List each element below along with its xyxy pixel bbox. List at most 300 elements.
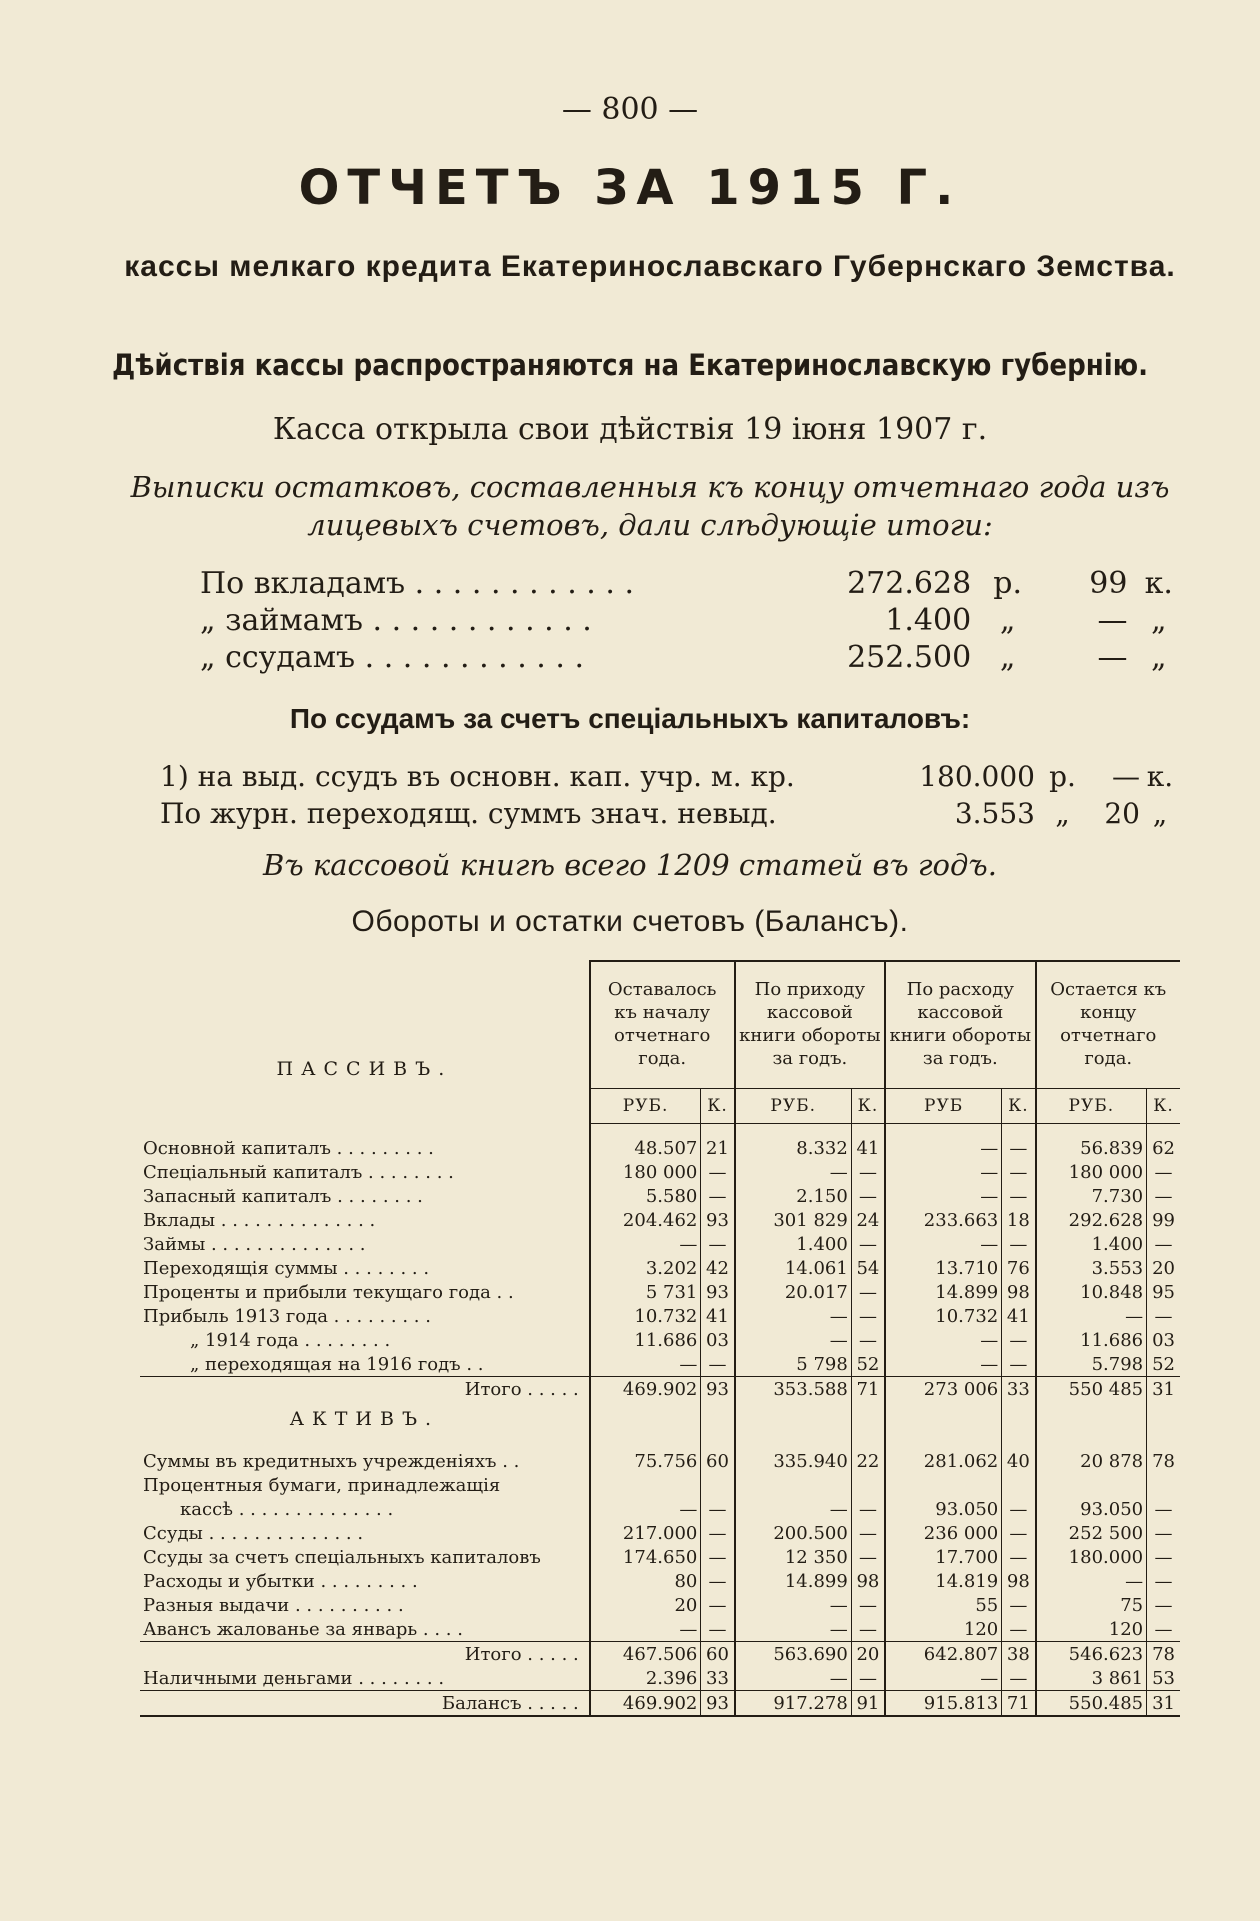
- rub-cell: 120: [1036, 1617, 1147, 1642]
- report-subtitle: кассы мелкаго кредита Екатеринославскаго Губернскаго Земства.: [124, 250, 1176, 283]
- balance-heading: Обороты и остатки счетовъ (Балансъ).: [351, 905, 909, 938]
- kop-cell: —: [1002, 1184, 1036, 1208]
- rub-cell: 11.686: [1036, 1328, 1147, 1352]
- kop-cell: 98: [851, 1569, 885, 1593]
- kop-cell: 78: [1147, 1642, 1180, 1667]
- spacer-cell: [140, 1124, 590, 1137]
- kop-cell: —: [851, 1497, 885, 1521]
- kop-cell: 41: [1002, 1304, 1036, 1328]
- spacer-cell: [851, 1401, 885, 1437]
- passive-row: [140, 1328, 1180, 1352]
- rub-cell: 252 500: [1036, 1521, 1147, 1545]
- kop-cell: —: [851, 1280, 885, 1304]
- rub-cell: [885, 1473, 1002, 1497]
- kop-cell: —: [851, 1232, 885, 1256]
- spacer-cell: [1147, 1437, 1180, 1449]
- rub-cell: 281.062: [885, 1449, 1002, 1473]
- summary-kop: 99: [1089, 566, 1128, 601]
- rub-cell: 563.690: [735, 1642, 852, 1667]
- kop-cell: [1147, 1473, 1180, 1497]
- kop-cell: —: [851, 1328, 885, 1352]
- kop-cell: 93: [701, 1377, 735, 1402]
- kop-cell: —: [1147, 1232, 1180, 1256]
- row-label: Суммы въ кредитныхъ учрежденіяхъ . .: [143, 1450, 520, 1472]
- spacer-cell: [590, 1401, 701, 1437]
- summary-value: 272.628: [847, 566, 972, 601]
- kop-cell: —: [1147, 1160, 1180, 1184]
- kop-cell: 20: [851, 1642, 885, 1667]
- kop-cell: —: [1147, 1593, 1180, 1617]
- spacer-cell: [1036, 1401, 1147, 1437]
- active-row: [140, 1545, 1180, 1569]
- spacer-cell: [735, 1401, 852, 1437]
- rub-cell: 301 829: [735, 1208, 852, 1232]
- rub-cell: 20.017: [735, 1280, 852, 1304]
- rub-cell: 915.813: [885, 1691, 1002, 1717]
- rub-cell: 12 350: [735, 1545, 852, 1569]
- summary-unit-rub: р.: [993, 566, 1022, 601]
- kop-cell: [1002, 1473, 1036, 1497]
- rub-cell: 236 000: [885, 1521, 1002, 1545]
- rub-cell: [1036, 1473, 1147, 1497]
- passive-row: [140, 1304, 1180, 1328]
- rub-cell: 75.756: [590, 1449, 701, 1473]
- kop-cell: 78: [1147, 1449, 1180, 1473]
- row-label: кассѣ . . . . . . . . . . . . . .: [180, 1498, 394, 1520]
- rub-cell: 335.940: [735, 1449, 852, 1473]
- rub-cell: 55: [885, 1593, 1002, 1617]
- active-row: [140, 1497, 1180, 1521]
- rub-cell: 217.000: [590, 1521, 701, 1545]
- kop-cell: —: [1002, 1545, 1036, 1569]
- rub-cell: —: [735, 1617, 852, 1642]
- rub-cell: 3 861: [1036, 1666, 1147, 1691]
- row-label: Ссуды . . . . . . . . . . . . . .: [143, 1522, 364, 1544]
- rub-cell: 5.798: [1036, 1352, 1147, 1377]
- kop-cell: —: [1147, 1184, 1180, 1208]
- rub-cell: 180.000: [1036, 1545, 1147, 1569]
- rub-cell: —: [1036, 1569, 1147, 1593]
- cash-row: [140, 1666, 1180, 1691]
- kop-cell: —: [1002, 1232, 1036, 1256]
- rub-cell: 180 000: [590, 1160, 701, 1184]
- row-label: Наличными деньгами . . . . . . . .: [143, 1667, 445, 1689]
- spacer-cell: [735, 1437, 852, 1449]
- rub-cell: [590, 1473, 701, 1497]
- kop-cell: —: [851, 1184, 885, 1208]
- kop-cell: 42: [701, 1256, 735, 1280]
- spacer-cell: [735, 1124, 852, 1137]
- unit-rub: РУБ.: [735, 1089, 852, 1124]
- kop-cell: —: [1002, 1328, 1036, 1352]
- kop-cell: —: [1002, 1521, 1036, 1545]
- row-label: Вклады . . . . . . . . . . . . . .: [143, 1209, 376, 1231]
- spacer-cell: [1036, 1124, 1147, 1137]
- kop-cell: —: [701, 1545, 735, 1569]
- passive-title: ПАССИВЪ.: [276, 1057, 453, 1080]
- rub-cell: 353.588: [735, 1377, 852, 1402]
- rub-cell: 13.710: [885, 1256, 1002, 1280]
- kop-cell: —: [701, 1593, 735, 1617]
- kop-cell: —: [701, 1521, 735, 1545]
- kop-cell: 33: [701, 1666, 735, 1691]
- kop-cell: 41: [701, 1304, 735, 1328]
- kop-cell: —: [851, 1617, 885, 1642]
- rub-cell: 10.732: [590, 1304, 701, 1328]
- kop-cell: —: [701, 1184, 735, 1208]
- spacer-cell: [140, 1437, 590, 1449]
- spacer-cell: [1147, 1124, 1180, 1137]
- kop-cell: 91: [851, 1691, 885, 1717]
- unit-rub: РУБ: [885, 1089, 1002, 1124]
- balance-table: [140, 960, 1180, 1717]
- summary-unit-rub: „: [999, 640, 1016, 675]
- report-title: ОТЧЕТЪ ЗА 1915 Г.: [298, 160, 962, 216]
- special-capitals-heading: По ссудамъ за счетъ спеціальныхъ капиталовъ:: [289, 703, 971, 734]
- special-value: 3.553: [954, 797, 1035, 830]
- rub-cell: 75: [1036, 1593, 1147, 1617]
- rub-cell: —: [1036, 1304, 1147, 1328]
- row-label: Итого . . . . .: [140, 1642, 590, 1667]
- rub-cell: 5 798: [735, 1352, 852, 1377]
- summary-unit-rub: „: [999, 603, 1016, 638]
- kop-cell: 03: [701, 1328, 735, 1352]
- special-unit-kop: „: [1152, 797, 1168, 830]
- rub-cell: 469.902: [590, 1377, 701, 1402]
- rub-cell: 20 878: [1036, 1449, 1147, 1473]
- active-total-row: [140, 1642, 1180, 1667]
- rub-cell: 546.623: [1036, 1642, 1147, 1667]
- passive-row: [140, 1352, 1180, 1377]
- rub-cell: 17.700: [885, 1545, 1002, 1569]
- rub-cell: 2.150: [735, 1184, 852, 1208]
- passive-row: [140, 1232, 1180, 1256]
- kop-cell: —: [701, 1497, 735, 1521]
- special-capital-line: [160, 760, 1180, 793]
- kop-cell: 76: [1002, 1256, 1036, 1280]
- rub-cell: 233.663: [885, 1208, 1002, 1232]
- rub-cell: 467.506: [590, 1642, 701, 1667]
- row-label: Основной капиталъ . . . . . . . . .: [143, 1137, 434, 1159]
- spacer-cell: [1002, 1437, 1036, 1449]
- rub-cell: 917.278: [735, 1691, 852, 1717]
- kop-cell: 71: [851, 1377, 885, 1402]
- column-header: По расходу кассовой книги обороты за годъ.: [885, 961, 1035, 1089]
- rub-cell: —: [735, 1593, 852, 1617]
- kop-cell: 93: [701, 1280, 735, 1304]
- passive-row: [140, 1256, 1180, 1280]
- summary-unit-kop: к.: [1144, 566, 1173, 601]
- spacer-row: [140, 1124, 1180, 1137]
- cash-book-line: Въ кассовой книгѣ всего 1209 статей въ годъ.: [263, 848, 997, 882]
- passive-row: [140, 1160, 1180, 1184]
- kop-cell: —: [1002, 1136, 1036, 1160]
- kop-cell: 60: [701, 1449, 735, 1473]
- kop-cell: 62: [1147, 1136, 1180, 1160]
- kop-cell: [851, 1473, 885, 1497]
- special-value: 180.000: [919, 760, 1035, 793]
- unit-rub: РУБ.: [1036, 1089, 1147, 1124]
- passive-row: [140, 1280, 1180, 1304]
- kop-cell: 93: [701, 1691, 735, 1717]
- rub-cell: 5.580: [590, 1184, 701, 1208]
- rub-cell: 80: [590, 1569, 701, 1593]
- kop-cell: 22: [851, 1449, 885, 1473]
- spacer-cell: [1036, 1437, 1147, 1449]
- rub-cell: 273 006: [885, 1377, 1002, 1402]
- summary-row: [200, 639, 1190, 676]
- rub-cell: —: [885, 1666, 1002, 1691]
- rub-cell: 469.902: [590, 1691, 701, 1717]
- kop-cell: 71: [1002, 1691, 1036, 1717]
- summary-table: [200, 565, 1190, 676]
- kop-cell: 99: [1147, 1208, 1180, 1232]
- active-title: АКТИВЪ.: [289, 1408, 440, 1430]
- unit-kop: К.: [701, 1089, 735, 1124]
- rub-cell: —: [735, 1160, 852, 1184]
- balance-header-row: [140, 961, 1180, 1089]
- row-label: „ 1914 года . . . . . . . .: [190, 1329, 391, 1351]
- kop-cell: 21: [701, 1136, 735, 1160]
- active-row: [140, 1617, 1180, 1642]
- row-label: Итого . . . . .: [140, 1377, 590, 1402]
- rub-cell: 120: [885, 1617, 1002, 1642]
- kop-cell: 52: [851, 1352, 885, 1377]
- kop-cell: —: [701, 1232, 735, 1256]
- rub-cell: 14.061: [735, 1256, 852, 1280]
- spacer-cell: [851, 1124, 885, 1137]
- kop-cell: —: [701, 1160, 735, 1184]
- kop-cell: —: [1002, 1160, 1036, 1184]
- rub-cell: 204.462: [590, 1208, 701, 1232]
- kop-cell: —: [701, 1352, 735, 1377]
- kop-cell: —: [1147, 1304, 1180, 1328]
- summary-kop: —: [1097, 603, 1128, 638]
- kop-cell: [701, 1473, 735, 1497]
- rub-cell: —: [735, 1328, 852, 1352]
- rub-cell: [735, 1473, 852, 1497]
- rub-cell: 550 485: [1036, 1377, 1147, 1402]
- kop-cell: —: [851, 1545, 885, 1569]
- special-unit-kop: к.: [1146, 760, 1174, 793]
- column-header: По приходу кассовой книги обороты за годъ.: [735, 961, 885, 1089]
- rub-cell: —: [885, 1136, 1002, 1160]
- row-label: Переходящія суммы . . . . . . . .: [143, 1257, 430, 1279]
- page-number: — 800 —: [561, 92, 699, 127]
- rub-cell: 5 731: [590, 1280, 701, 1304]
- rub-cell: 56.839: [1036, 1136, 1147, 1160]
- kop-cell: 60: [701, 1642, 735, 1667]
- kop-cell: —: [851, 1521, 885, 1545]
- rub-cell: 174.650: [590, 1545, 701, 1569]
- spacer-cell: [1002, 1401, 1036, 1437]
- rub-cell: 1.400: [735, 1232, 852, 1256]
- special-label: 1) на выд. ссудъ въ основн. кап. учр. м. кр.: [160, 760, 795, 793]
- rub-cell: 93.050: [885, 1497, 1002, 1521]
- opened-line: Касса открыла свои дѣйствія 19 іюня 1907 г.: [272, 412, 988, 447]
- summary-label: „ займамъ . . . . . . . . . . . .: [200, 603, 592, 638]
- kop-cell: —: [1147, 1521, 1180, 1545]
- spacer-cell: [885, 1401, 1002, 1437]
- summary-unit-kop: „: [1150, 640, 1167, 675]
- row-label: Процентныя бумаги, принадлежащія: [143, 1474, 501, 1496]
- kop-cell: 41: [851, 1136, 885, 1160]
- spacer-row: [140, 1437, 1180, 1449]
- spacer-cell: [701, 1437, 735, 1449]
- active-row: [140, 1569, 1180, 1593]
- rub-cell: —: [885, 1328, 1002, 1352]
- kop-cell: —: [1002, 1497, 1036, 1521]
- kop-cell: 31: [1147, 1377, 1180, 1402]
- kop-cell: 31: [1147, 1691, 1180, 1717]
- row-label: Проценты и прибыли текущаго года . .: [143, 1281, 514, 1303]
- row-label: Спеціальный капиталъ . . . . . . . .: [143, 1161, 454, 1183]
- kop-cell: —: [851, 1160, 885, 1184]
- rub-cell: —: [885, 1184, 1002, 1208]
- row-label: Балансъ . . . . .: [140, 1691, 590, 1717]
- summary-label: „ ссудамъ . . . . . . . . . . . .: [200, 640, 584, 675]
- row-label: Займы . . . . . . . . . . . . . .: [143, 1233, 366, 1255]
- summary-row: [200, 565, 1190, 602]
- spacer-cell: [590, 1437, 701, 1449]
- special-capital-line: [160, 797, 1180, 830]
- rub-cell: —: [885, 1352, 1002, 1377]
- rub-cell: 3.202: [590, 1256, 701, 1280]
- rub-cell: 14.819: [885, 1569, 1002, 1593]
- spacer-cell: [701, 1401, 735, 1437]
- row-label: Ссуды за счетъ спеціальныхъ капиталовъ: [143, 1546, 541, 1568]
- scope-line: Дѣйствія кассы распространяются на Екатеринославскую губернію.: [111, 348, 1149, 382]
- kop-cell: —: [1147, 1617, 1180, 1642]
- kop-cell: —: [1147, 1545, 1180, 1569]
- rub-cell: 180 000: [1036, 1160, 1147, 1184]
- summary-label: По вкладамъ . . . . . . . . . . . .: [200, 566, 634, 601]
- special-unit-rub: р.: [1049, 760, 1076, 793]
- special-label: По журн. переходящ. суммъ знач. невыд.: [160, 797, 777, 830]
- rub-cell: 14.899: [885, 1280, 1002, 1304]
- column-header: Оставалось къ началу отчетнаго года.: [590, 961, 735, 1089]
- rub-cell: 1.400: [1036, 1232, 1147, 1256]
- kop-cell: —: [851, 1304, 885, 1328]
- row-label: Запасный капиталъ . . . . . . . .: [143, 1185, 423, 1207]
- kop-cell: 03: [1147, 1328, 1180, 1352]
- rub-cell: —: [735, 1666, 852, 1691]
- spacer-cell: [885, 1124, 1002, 1137]
- summary-row: [200, 602, 1190, 639]
- rub-cell: 292.628: [1036, 1208, 1147, 1232]
- kop-cell: —: [851, 1666, 885, 1691]
- passive-row: [140, 1184, 1180, 1208]
- kop-cell: 24: [851, 1208, 885, 1232]
- rub-cell: —: [735, 1497, 852, 1521]
- rub-cell: —: [590, 1352, 701, 1377]
- unit-rub: РУБ.: [590, 1089, 701, 1124]
- kop-cell: 95: [1147, 1280, 1180, 1304]
- rub-cell: 200.500: [735, 1521, 852, 1545]
- rub-cell: —: [735, 1304, 852, 1328]
- summary-value: 1.400: [885, 603, 972, 638]
- kop-cell: 20: [1147, 1256, 1180, 1280]
- active-row: [140, 1521, 1180, 1545]
- row-label: Прибыль 1913 года . . . . . . . . .: [143, 1305, 431, 1327]
- row-label: „ переходящая на 1916 годъ . .: [190, 1353, 484, 1375]
- passive-total-row: [140, 1377, 1180, 1402]
- kop-cell: 38: [1002, 1642, 1036, 1667]
- active-title-row: [140, 1401, 1180, 1437]
- summary-unit-kop: „: [1150, 603, 1167, 638]
- column-header: Остается къ концу отчетнаго года.: [1036, 961, 1180, 1089]
- kop-cell: —: [851, 1593, 885, 1617]
- balance-row: [140, 1691, 1180, 1717]
- spacer-cell: [590, 1124, 701, 1137]
- active-row: [140, 1593, 1180, 1617]
- row-label: Авансъ жалованье за январь . . . .: [143, 1618, 463, 1640]
- row-label: Разныя выдачи . . . . . . . . . .: [143, 1594, 404, 1616]
- kop-cell: 98: [1002, 1280, 1036, 1304]
- active-row: [140, 1449, 1180, 1473]
- rub-cell: 642.807: [885, 1642, 1002, 1667]
- spacer-cell: [1147, 1401, 1180, 1437]
- kop-cell: —: [1002, 1593, 1036, 1617]
- spacer-cell: [1002, 1124, 1036, 1137]
- kop-cell: —: [1147, 1497, 1180, 1521]
- passive-row: [140, 1208, 1180, 1232]
- kop-cell: 52: [1147, 1352, 1180, 1377]
- passive-row: [140, 1136, 1180, 1160]
- summary-value: 252.500: [847, 640, 972, 675]
- unit-kop: К.: [1002, 1089, 1036, 1124]
- rub-cell: 7.730: [1036, 1184, 1147, 1208]
- spacer-cell: [851, 1437, 885, 1449]
- rub-cell: —: [885, 1232, 1002, 1256]
- kop-cell: 93: [701, 1208, 735, 1232]
- rub-cell: —: [590, 1617, 701, 1642]
- rub-cell: 550.485: [1036, 1691, 1147, 1717]
- special-unit-rub: „: [1055, 797, 1070, 830]
- kop-cell: —: [701, 1617, 735, 1642]
- unit-kop: К.: [851, 1089, 885, 1124]
- rub-cell: —: [590, 1232, 701, 1256]
- rub-cell: —: [885, 1160, 1002, 1184]
- unit-kop: К.: [1147, 1089, 1180, 1124]
- rub-cell: 48.507: [590, 1136, 701, 1160]
- kop-cell: 98: [1002, 1569, 1036, 1593]
- rub-cell: 2.396: [590, 1666, 701, 1691]
- kop-cell: 18: [1002, 1208, 1036, 1232]
- spacer-cell: [885, 1437, 1002, 1449]
- extracts-paragraph: Выписки остатковъ, составленныя къ концу отчетнаго года изъ лицевыхъ счетовъ, дали слѣдующіе итоги:: [130, 470, 1170, 542]
- summary-kop: —: [1097, 640, 1128, 675]
- kop-cell: 33: [1002, 1377, 1036, 1402]
- rub-cell: 8.332: [735, 1136, 852, 1160]
- special-kop: 20: [1104, 797, 1140, 830]
- row-label: Расходы и убытки . . . . . . . . .: [143, 1570, 418, 1592]
- kop-cell: —: [1147, 1569, 1180, 1593]
- rub-cell: 11.686: [590, 1328, 701, 1352]
- kop-cell: —: [1002, 1352, 1036, 1377]
- kop-cell: —: [1002, 1617, 1036, 1642]
- rub-cell: 10.732: [885, 1304, 1002, 1328]
- kop-cell: 53: [1147, 1666, 1180, 1691]
- special-kop: —: [1112, 760, 1140, 793]
- kop-cell: —: [1002, 1666, 1036, 1691]
- rub-cell: 3.553: [1036, 1256, 1147, 1280]
- rub-cell: 14.899: [735, 1569, 852, 1593]
- rub-cell: 93.050: [1036, 1497, 1147, 1521]
- spacer-cell: [701, 1124, 735, 1137]
- rub-cell: 20: [590, 1593, 701, 1617]
- kop-cell: 54: [851, 1256, 885, 1280]
